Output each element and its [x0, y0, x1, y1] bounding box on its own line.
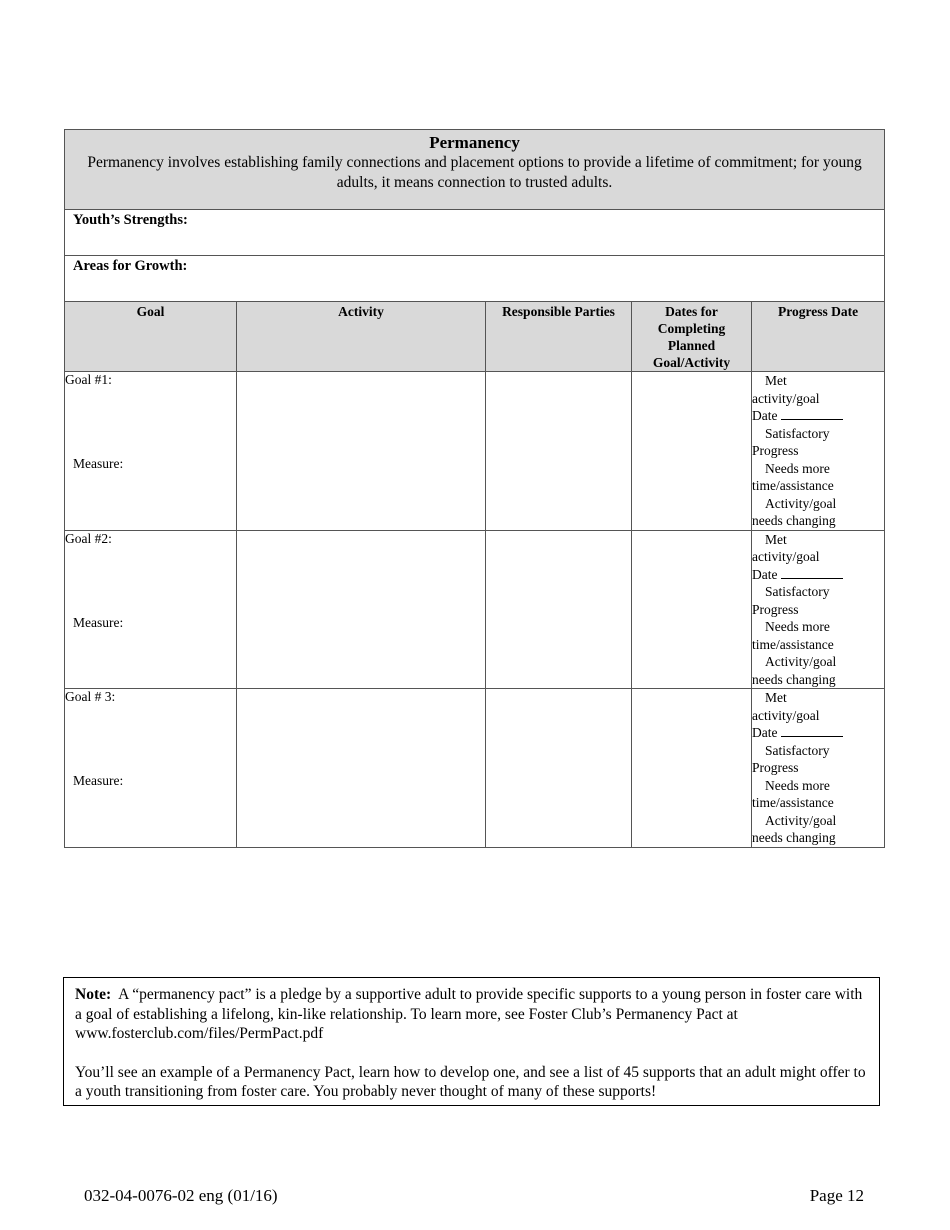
goal-label: Goal #2: — [65, 530, 112, 546]
satisfactory-option-cont: Progress — [752, 601, 799, 617]
met-option-cont: activity/goal — [752, 549, 820, 564]
measure-label: Measure: — [73, 456, 124, 471]
needs-changing-option[interactable]: Activity/goal — [765, 812, 837, 828]
measure-label: Measure: — [73, 614, 124, 630]
goal-label: Goal # 3: — [65, 689, 116, 704]
column-header-row — [65, 302, 885, 372]
page-number: Page 12 — [809, 1186, 864, 1205]
met-option[interactable]: Met — [765, 373, 787, 388]
needs-changing-option-cont: needs changing — [752, 671, 836, 687]
responsible-cell[interactable] — [486, 372, 632, 531]
goal-cell[interactable] — [65, 372, 237, 531]
date-label: Date — [752, 725, 778, 740]
column-header-activity: Activity — [237, 302, 486, 372]
table-row — [65, 530, 885, 689]
date-label: Date — [752, 566, 778, 582]
activity-cell[interactable] — [237, 689, 486, 848]
date-field[interactable] — [752, 724, 884, 742]
note-text-2: You’ll see an example of a Permanency Pact, learn how to develop one, and see a list of 45 supports that an adult might offer to a youth transitioning from foster care. You probably never thought of many of these supports! — [75, 1063, 866, 1100]
note-text-1: A “permanency pact” is a pledge by a supportive adult to provide specific supports to a young person in foster care with a goal of establishing a lifelong, kin-like relationship. To learn more, see Foster Club’s Permanency Pact at www.fosterclub.com/files/PermPact.pdf — [75, 986, 863, 1042]
form-number: 032-04-0076-02 eng (01/16) — [84, 1186, 278, 1205]
dates-cell[interactable] — [632, 689, 752, 848]
needs-changing-option-cont: needs changing — [752, 830, 836, 845]
met-option[interactable]: Met — [765, 531, 787, 547]
needs-more-option-cont: time/assistance — [752, 478, 834, 493]
section-title: Permanency — [429, 133, 520, 152]
satisfactory-option[interactable]: Satisfactory — [765, 584, 830, 599]
needs-more-option[interactable]: Needs more — [765, 619, 830, 634]
needs-more-option-cont: time/assistance — [752, 636, 834, 652]
satisfactory-option-cont: Progress — [752, 443, 799, 458]
met-option[interactable]: Met — [765, 690, 787, 705]
activity-cell[interactable] — [237, 372, 486, 531]
column-header-responsible: Responsible Parties — [486, 302, 632, 372]
strengths-label: Youth’s Strengths: — [73, 212, 188, 228]
goal-cell[interactable] — [65, 530, 237, 689]
needs-changing-option-cont: needs changing — [752, 513, 836, 528]
activity-cell[interactable] — [237, 530, 486, 689]
progress-cell — [752, 530, 885, 689]
strengths-field[interactable] — [65, 210, 885, 256]
note-paragraph-1 — [75, 985, 868, 1044]
date-field[interactable] — [752, 566, 884, 584]
goal-label: Goal #1: — [65, 372, 112, 387]
satisfactory-option[interactable]: Satisfactory — [765, 425, 830, 441]
section-header — [65, 130, 885, 210]
met-option-cont: activity/goal — [752, 707, 820, 723]
measure-label: Measure: — [73, 773, 124, 788]
date-line[interactable] — [781, 408, 843, 420]
date-line[interactable] — [781, 567, 843, 579]
satisfactory-option[interactable]: Satisfactory — [765, 742, 830, 758]
note-box — [63, 977, 880, 1106]
section-description: Permanency involves establishing family connections and placement options to provide a lifetime of commitment; for young adults, it means connection to trusted adults. — [87, 154, 862, 191]
dates-cell[interactable] — [632, 530, 752, 689]
growth-field[interactable] — [65, 256, 885, 302]
date-line[interactable] — [781, 725, 843, 737]
needs-more-option-cont: time/assistance — [752, 795, 834, 810]
dates-cell[interactable] — [632, 372, 752, 531]
needs-more-option[interactable]: Needs more — [765, 460, 830, 476]
responsible-cell[interactable] — [486, 689, 632, 848]
column-header-progress: Progress Date — [752, 302, 885, 372]
table-row — [65, 689, 885, 848]
note-label: Note: — [75, 986, 112, 1003]
met-option-cont: activity/goal — [752, 390, 820, 406]
satisfactory-option-cont: Progress — [752, 760, 799, 775]
needs-changing-option[interactable]: Activity/goal — [765, 654, 837, 669]
permanency-table — [64, 129, 885, 848]
progress-cell — [752, 689, 885, 848]
needs-changing-option[interactable]: Activity/goal — [765, 495, 837, 511]
date-field[interactable] — [752, 407, 884, 425]
growth-label: Areas for Growth: — [73, 258, 188, 274]
column-header-goal: Goal — [65, 302, 237, 372]
date-label: Date — [752, 408, 778, 423]
responsible-cell[interactable] — [486, 530, 632, 689]
goal-cell[interactable] — [65, 689, 237, 848]
needs-more-option[interactable]: Needs more — [765, 777, 830, 793]
progress-cell — [752, 372, 885, 531]
table-row — [65, 372, 885, 531]
column-header-dates: Dates for Completing Planned Goal/Activity — [632, 302, 752, 372]
